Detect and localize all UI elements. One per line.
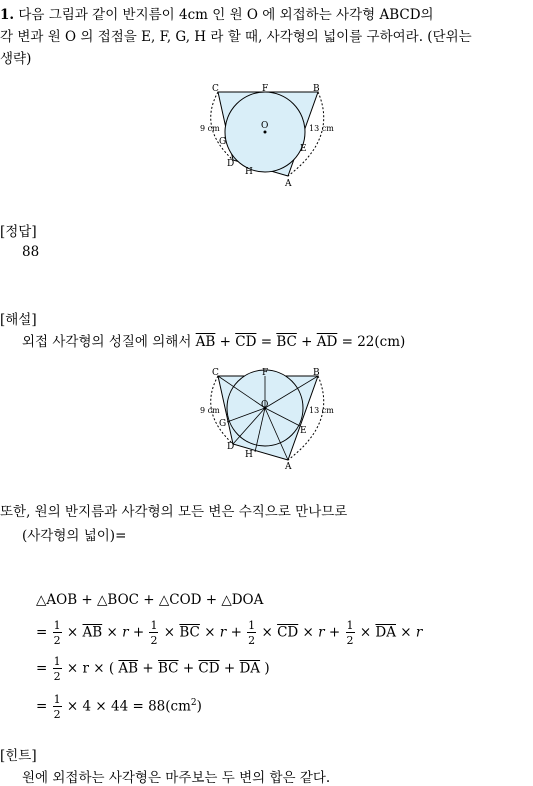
problem-line-1 — [0, 3, 434, 23]
label-E: E — [300, 144, 307, 154]
fraction-half: $\frac{1}{2}$ — [150, 619, 158, 647]
seg-cd: $\overline{CD}$ — [198, 660, 220, 677]
problem-number: 1. — [0, 7, 15, 23]
label-O: O — [261, 121, 269, 131]
label-C: C — [212, 368, 219, 378]
label-B: B — [313, 84, 320, 94]
op-plus: + — [301, 334, 313, 350]
label-E: E — [300, 426, 307, 436]
op-eq: = — [36, 624, 48, 641]
label-left-length: 9 cm — [200, 406, 220, 415]
label-H: H — [245, 450, 253, 460]
solution-heading: [해설] — [0, 312, 37, 328]
fraction-half: $\frac{1}{2}$ — [53, 693, 61, 721]
figure-solution — [190, 362, 350, 477]
step-1: △AOB + △BOC + △COD + △DOA — [36, 592, 264, 608]
step-2: = $\frac{1}{2}$ × $\overline{AB} \times r$ + $\frac{1}{2}$ × $\overline{BC} \times r$ + $\frac{1}{2}$ × $\overline{CD} \times r$ + $\frac{1}{2}$ × $\overline{DA} \times r$ — [36, 619, 423, 647]
solution-line-1-text: 외접 사각형의 성질에 의해서 — [22, 334, 192, 350]
label-D: D — [227, 442, 235, 452]
seg-ab: $\overline{AB}$ — [195, 334, 216, 350]
label-F: F — [262, 368, 269, 378]
label-left-length: 9 cm — [200, 124, 220, 133]
solution-line-1 — [22, 330, 405, 350]
problem-text-1: 다음 그림과 같이 반지름이 4cm 인 원 O 에 외접하는 사각형 ABCD의 — [18, 7, 434, 23]
label-O: O — [261, 400, 269, 410]
fraction-half: $\frac{1}{2}$ — [346, 619, 354, 647]
step-4: = $\frac{1}{2}$ × $4 \times 44 = 88(cm^2)$ — [36, 693, 202, 721]
seg-cd: $\overline{CD}$ — [277, 624, 299, 641]
solution-line-2: 또한, 원의 반지름과 사각형의 모든 변은 수직으로 만나므로 — [0, 504, 348, 520]
label-G: G — [219, 419, 227, 429]
seg-da: $\overline{DA}$ — [239, 660, 261, 677]
hint-text: 원에 외접하는 사각형은 마주보는 두 변의 합은 같다. — [22, 770, 331, 786]
problem-text-2: 각 변과 원 O 의 접점을 E, F, G, H 라 할 때, 사각형의 넓이를 구하여라. (단위는 — [0, 29, 472, 45]
fraction-half: $\frac{1}{2}$ — [53, 619, 61, 647]
solution-line-3: (사각형의 넓이)= — [22, 528, 127, 544]
seg-bc: $\overline{BC}$ — [179, 624, 200, 641]
seg-bc: $\overline{BC}$ — [276, 334, 297, 350]
label-B: B — [313, 368, 320, 378]
seg-cd: $\overline{CD}$ — [235, 334, 257, 350]
seg-ad: $\overline{AD}$ — [316, 334, 338, 350]
hint-heading: [힌트] — [0, 748, 37, 764]
seg-da: $\overline{DA}$ — [375, 624, 396, 641]
problem-text-3: 생략) — [0, 51, 32, 67]
fraction-half: $\frac{1}{2}$ — [53, 655, 61, 683]
label-right-length: 13 cm — [309, 406, 334, 415]
eq1-rhs: = 22(cm) — [341, 334, 406, 350]
label-G: G — [219, 137, 227, 147]
label-F: F — [262, 84, 269, 94]
label-D: D — [227, 159, 235, 169]
answer-value: 88 — [22, 244, 40, 260]
label-C: C — [212, 84, 219, 94]
label-right-length: 13 cm — [309, 124, 334, 133]
seg-bc: $\overline{BC}$ — [158, 660, 179, 677]
step-3: = $\frac{1}{2}$ × r × ( $\overline{AB} + \overline{BC} + \overline{CD} + \overline{DA}$ ) — [36, 655, 270, 683]
op-eq: = — [260, 334, 273, 350]
figure-quadrilateral — [190, 78, 350, 193]
label-A: A — [285, 462, 292, 472]
op-plus: + — [219, 334, 231, 350]
label-A: A — [285, 179, 292, 189]
fraction-half: $\frac{1}{2}$ — [248, 619, 256, 647]
seg-ab: $\overline{AB}$ — [118, 660, 139, 677]
answer-heading: [정답] — [0, 224, 37, 240]
label-H: H — [245, 167, 253, 177]
seg-ab: $\overline{AB}$ — [82, 624, 103, 641]
